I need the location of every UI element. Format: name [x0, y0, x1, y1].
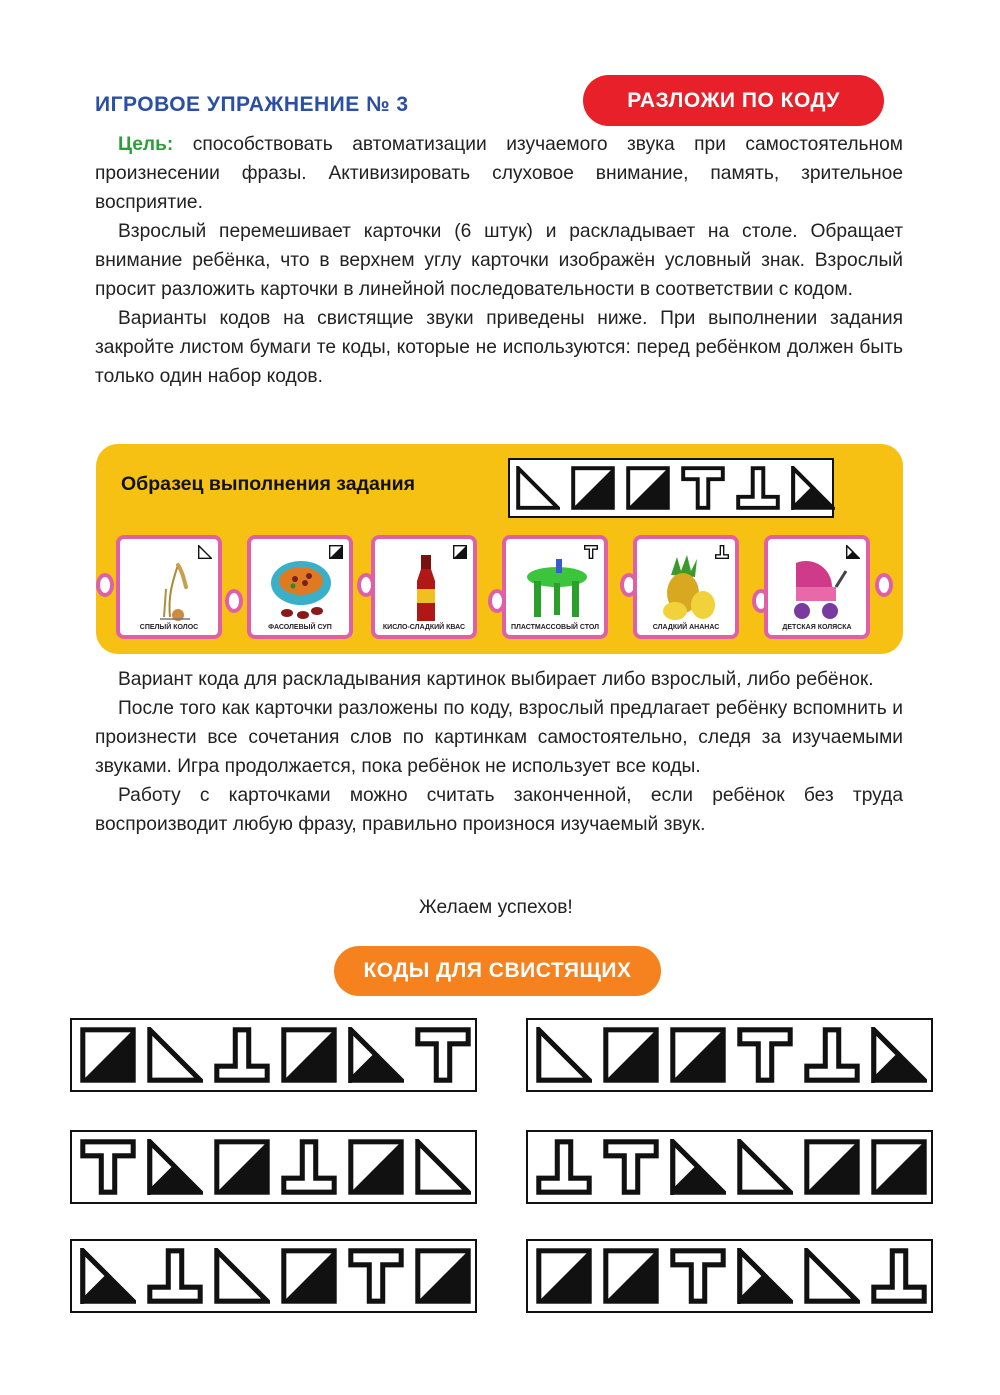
puzzle-tab — [96, 573, 114, 597]
soup-icon — [265, 553, 339, 623]
code-set-2[interactable] — [526, 1018, 933, 1092]
body-text — [95, 665, 903, 839]
square-diag-icon — [536, 1248, 592, 1304]
card-label: ФАСОЛЕВЫЙ СУП — [268, 624, 332, 631]
square-diag-icon — [80, 1027, 136, 1083]
tri-outline-icon — [415, 1139, 471, 1195]
tri-outline-icon — [737, 1139, 793, 1195]
square-diag-icon — [281, 1248, 337, 1304]
puzzle-tab — [225, 589, 243, 613]
t-shape-icon — [681, 466, 725, 510]
code-set-6[interactable] — [526, 1239, 933, 1313]
exercise-badge: РАЗЛОЖИ ПО КОДУ — [583, 75, 884, 126]
code-set-5[interactable] — [70, 1239, 477, 1313]
square-diag-icon — [348, 1139, 404, 1195]
square-diag-icon — [281, 1027, 337, 1083]
tri-outline-icon — [214, 1248, 270, 1304]
t-shape-icon — [670, 1248, 726, 1304]
square-diag-icon — [571, 466, 615, 510]
picture-card[interactable] — [247, 535, 353, 639]
code-set-4[interactable] — [526, 1130, 933, 1204]
instruction-paragraph: Взрослый перемешивает карточки (6 штук) и раскладывает на столе. Обращает внимание ребёнка, что в верхнем углу карточки изображён условный знак. Взрослый просит разложить карточки в линейной последовательности в соответствии с кодом. — [95, 221, 903, 300]
picture-card[interactable] — [502, 535, 608, 639]
inv-t-shape-icon — [281, 1139, 337, 1195]
square-diag-icon — [415, 1248, 471, 1304]
tri-half-icon — [147, 1139, 203, 1195]
tri-half-icon — [348, 1027, 404, 1083]
tri-half-icon — [670, 1139, 726, 1195]
picture-card[interactable] — [116, 535, 222, 639]
sample-code-box — [508, 458, 834, 518]
codes-title-badge: КОДЫ ДЛЯ СВИСТЯЩИХ — [334, 946, 661, 996]
goal-text: способствовать автоматизации изучаемого звука при самостоятельном произнесении фразы. Активизировать слуховое внимание, память, зрительное восприятие. — [95, 134, 903, 213]
puzzle-tab — [875, 573, 893, 597]
square-diag-icon — [804, 1139, 860, 1195]
card-label: СПЕЛЫЙ КОЛОС — [139, 624, 199, 631]
codes-note-paragraph: Варианты кодов на свистящие звуки приведены ниже. При выполнении задания закройте листом бумаги те коды, которые не используются: перед ребёнком должен быть только один набор кодов. — [95, 308, 903, 387]
tri-half-icon — [791, 466, 835, 510]
picture-card[interactable] — [371, 535, 477, 639]
stroller-icon — [782, 553, 856, 623]
pineapple-icon — [651, 553, 725, 623]
square-diag-icon — [603, 1027, 659, 1083]
play-paragraph: После того как карточки разложены по коду, взрослый предлагает ребёнку вспомнить и произнести все сочетания слов по картинкам самостоятельно, следя за изучаемыми звуками. Игра продолжается, пока ребёнок не использует все коды. — [95, 698, 903, 777]
sample-title: Образец выполнения задания — [121, 473, 415, 495]
inv-t-shape-icon — [871, 1248, 927, 1304]
tri-outline-icon — [147, 1027, 203, 1083]
t-shape-icon — [415, 1027, 471, 1083]
tri-half-icon — [80, 1248, 136, 1304]
tri-outline-icon — [536, 1027, 592, 1083]
square-diag-icon — [670, 1027, 726, 1083]
t-shape-icon — [80, 1139, 136, 1195]
sample-cards — [104, 535, 888, 639]
square-diag-icon — [214, 1139, 270, 1195]
square-diag-icon — [626, 466, 670, 510]
tri-outline-icon — [804, 1248, 860, 1304]
card-label: КИСЛО-СЛАДКИЙ КВАС — [382, 624, 466, 631]
tri-outline-icon — [516, 466, 560, 510]
intro-text — [95, 130, 903, 391]
t-shape-icon — [603, 1139, 659, 1195]
picture-card[interactable] — [764, 535, 870, 639]
tri-half-icon — [737, 1248, 793, 1304]
inv-t-shape-icon — [804, 1027, 860, 1083]
goal-label: Цель: — [118, 134, 174, 155]
goal-paragraph — [95, 130, 903, 217]
table-icon — [520, 553, 594, 623]
wheat-icon — [134, 553, 208, 623]
tri-half-icon — [871, 1027, 927, 1083]
card-label: СЛАДКИЙ АНАНАС — [652, 624, 720, 631]
bottle-icon — [389, 553, 463, 623]
code-set-3[interactable] — [70, 1130, 477, 1204]
finish-paragraph: Работу с карточками можно считать законченной, если ребёнок без труда воспроизводит любую фразу, правильно произнося изучаемый звук. — [95, 785, 903, 835]
t-shape-icon — [737, 1027, 793, 1083]
choice-paragraph: Вариант кода для раскладывания картинок выбирает либо взрослый, либо ребёнок. — [118, 669, 874, 690]
card-label: ДЕТСКАЯ КОЛЯСКА — [782, 624, 852, 631]
inv-t-shape-icon — [214, 1027, 270, 1083]
square-diag-icon — [603, 1248, 659, 1304]
card-label: ПЛАСТМАССОВЫЙ СТОЛ — [510, 624, 600, 631]
inv-t-shape-icon — [736, 466, 780, 510]
t-shape-icon — [348, 1248, 404, 1304]
inv-t-shape-icon — [536, 1139, 592, 1195]
square-diag-icon — [871, 1139, 927, 1195]
code-set-1[interactable] — [70, 1018, 477, 1092]
exercise-title: ИГРОВОЕ УПРАЖНЕНИЕ № 3 — [95, 93, 409, 116]
wish-text: Желаем успехов! — [419, 897, 573, 918]
inv-t-shape-icon — [147, 1248, 203, 1304]
picture-card[interactable] — [633, 535, 739, 639]
